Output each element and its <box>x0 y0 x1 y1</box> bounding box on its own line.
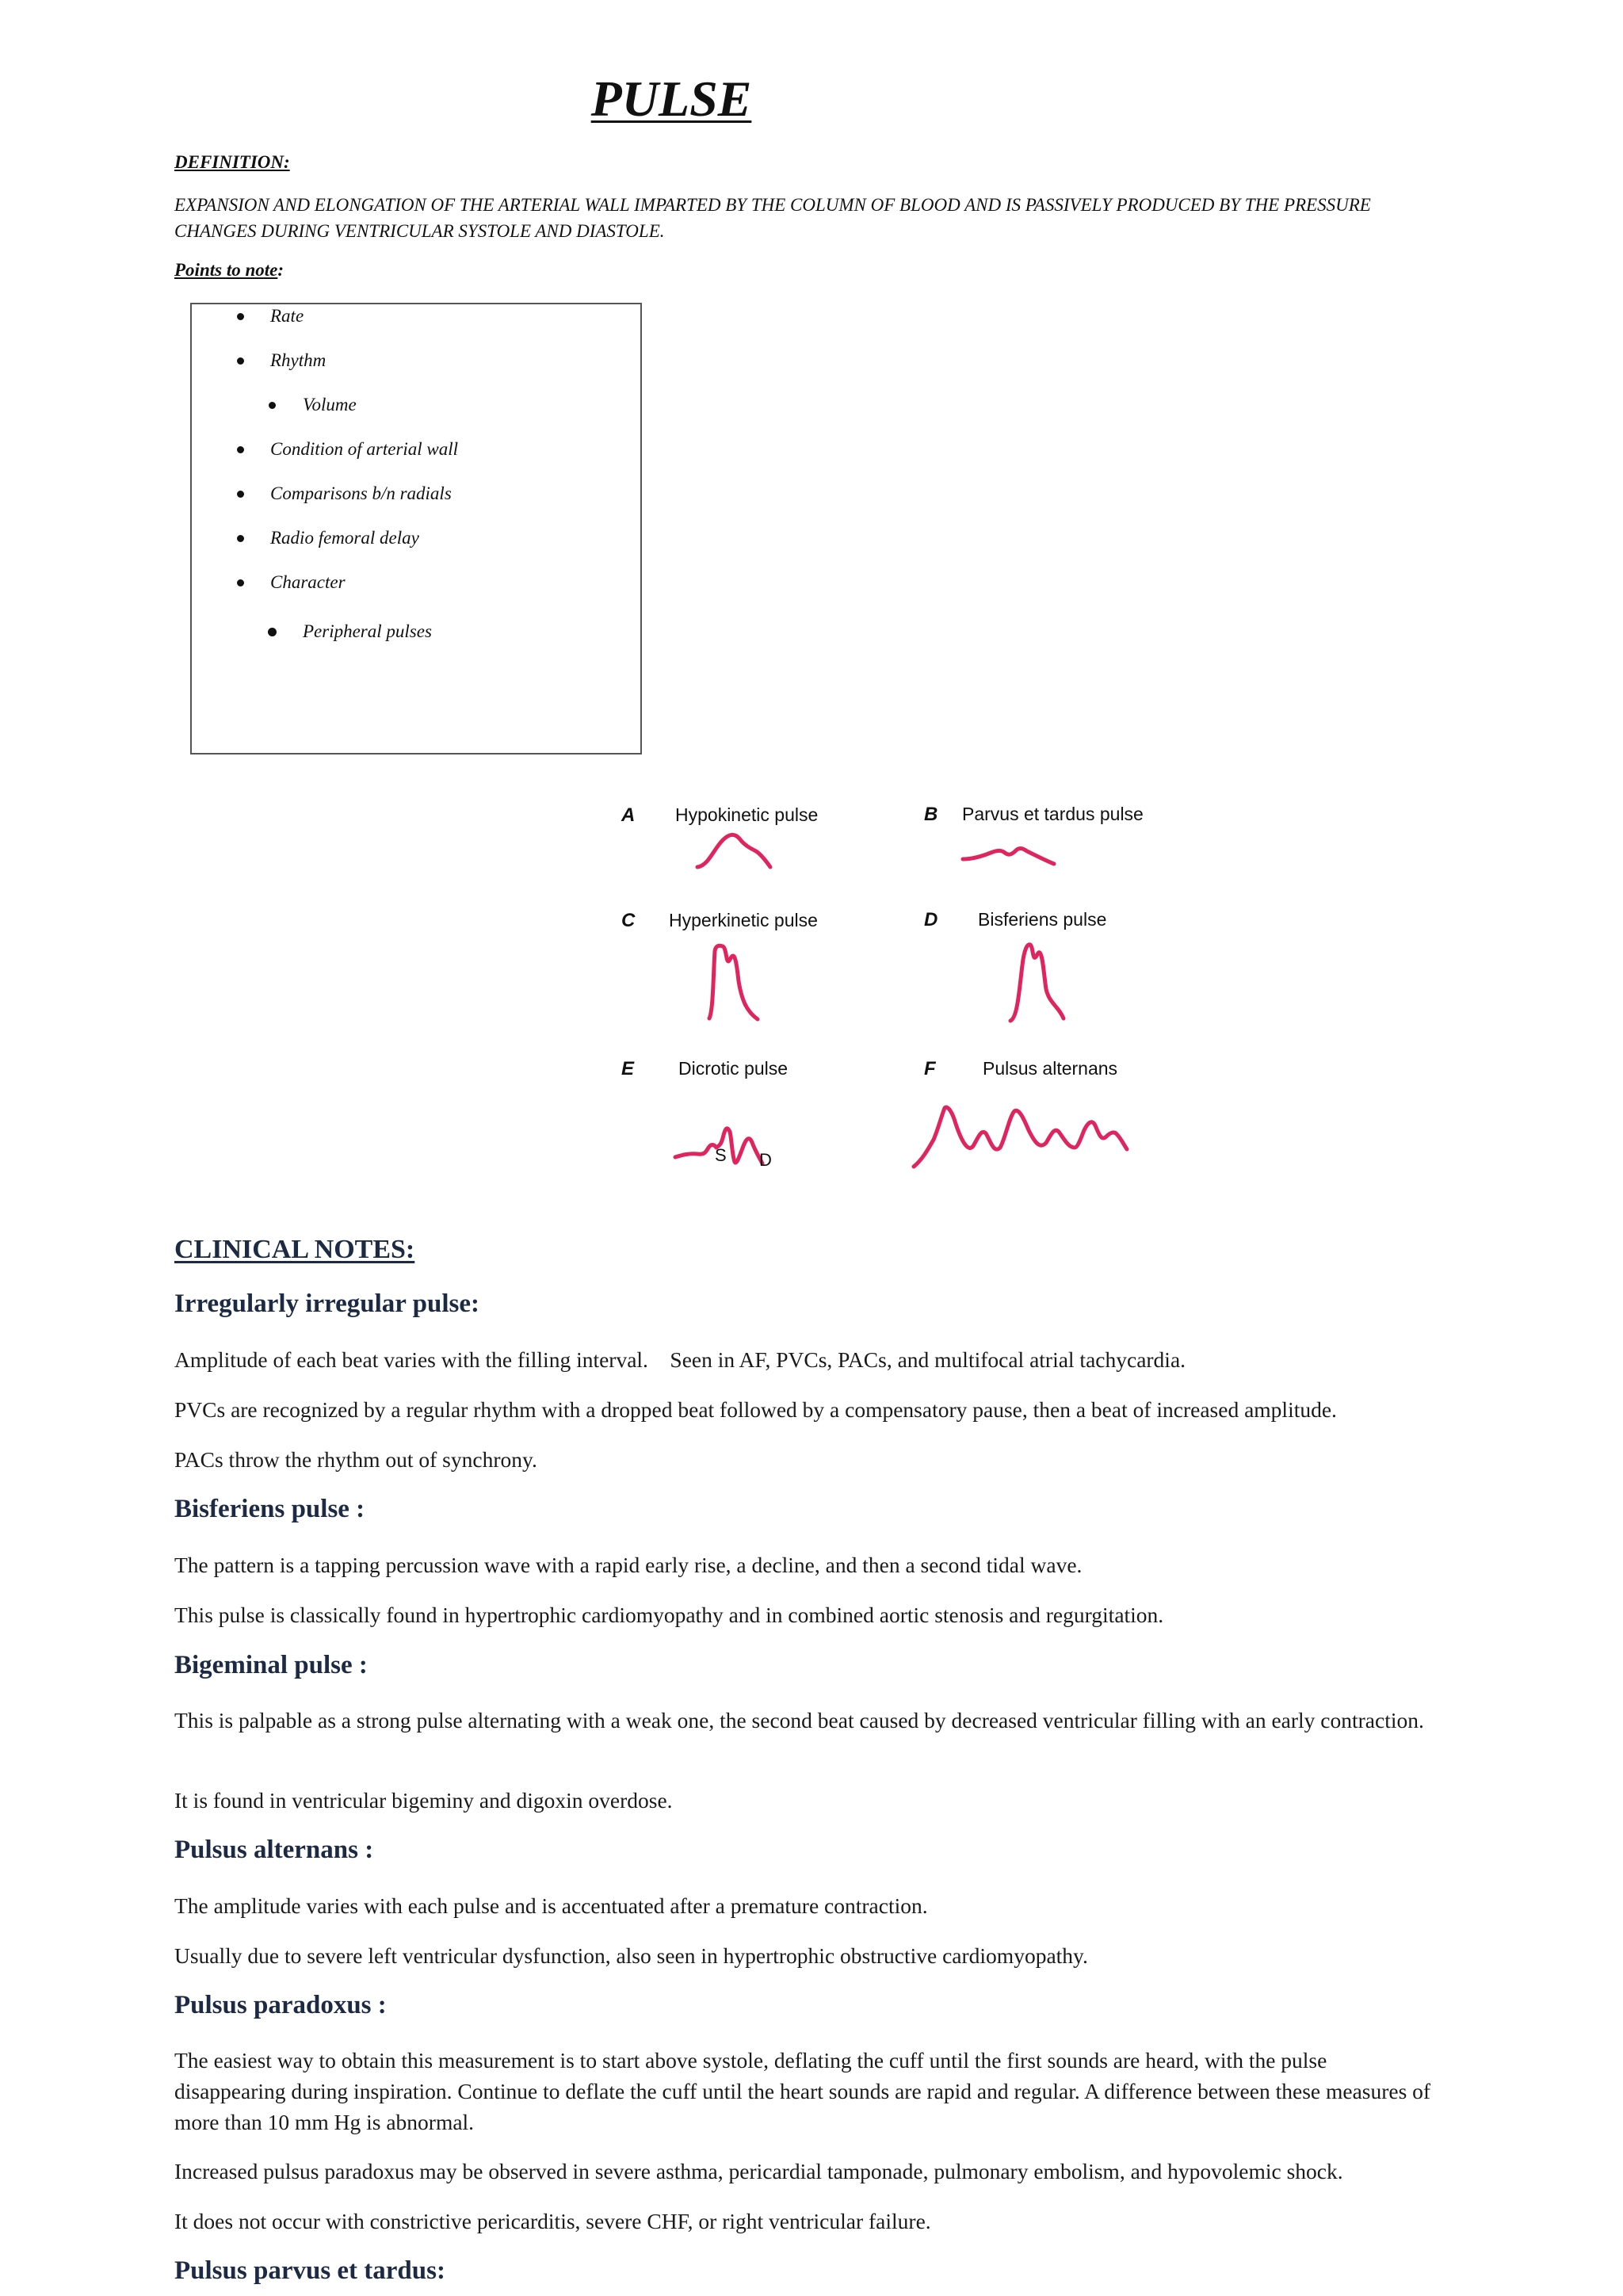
pulsus-alternans-waveform <box>914 1107 1127 1167</box>
section-paragraph: This is palpable as a strong pulse alternating with a weak one, the second beat caused by decreased ventricular filling with an early contraction. <box>174 1708 1424 1733</box>
point-item: Character <box>270 572 346 592</box>
section-paragraph: It does not occur with constrictive pericarditis, severe CHF, or right ventricular failure. <box>174 2209 931 2233</box>
bullet-icon <box>237 579 244 586</box>
page-title: PULSE <box>590 71 752 127</box>
panel-letter-f: F <box>924 1058 936 1079</box>
point-item: Rhythm <box>270 350 327 370</box>
panel-label-f: Pulsus alternans <box>983 1058 1118 1079</box>
section-title-pulsus-parvus: Pulsus parvus et tardus: <box>174 2256 445 2285</box>
section-paragraph: Amplitude of each beat varies with the filling interval. Seen in AF, PVCs, PACs, and multifocal atrial tachycardia. <box>174 1347 1186 1372</box>
point-item: Peripheral pulses <box>303 621 432 641</box>
dicrotic-diastolic-mark: D <box>759 1150 772 1170</box>
section-paragraph: PVCs are recognized by a regular rhythm with a dropped beat followed by a compensatory pause, then a beat of increased amplitude. <box>174 1397 1337 1422</box>
point-item: Volume <box>303 395 357 415</box>
point-item: Radio femoral delay <box>270 528 419 548</box>
definition-heading: DEFINITION: <box>174 152 290 172</box>
bullet-icon <box>237 491 244 498</box>
panel-label-b: Parvus et tardus pulse <box>962 804 1144 824</box>
hypokinetic-waveform <box>697 835 770 867</box>
panel-letter-a: A <box>621 804 636 826</box>
section-paragraph: Increased pulsus paradoxus may be observed in severe asthma, pericardial tamponade, pulmonary embolism, and hypovolemic shock. <box>174 2159 1343 2183</box>
bisferiens-waveform <box>1010 945 1064 1021</box>
bullet-icon <box>237 535 244 542</box>
section-title-bisferiens: Bisferiens pulse : <box>174 1495 365 1523</box>
section-paragraph: The pattern is a tapping percussion wave with a rapid early rise, a decline, and then a second tidal wave. <box>174 1553 1083 1577</box>
points-heading-colon: : <box>277 260 285 280</box>
pulse-waveforms-figure <box>610 793 1228 1173</box>
bullet-icon <box>269 402 276 409</box>
bullet-icon <box>237 357 244 365</box>
section-title-pulsus-alternans: Pulsus alternans : <box>174 1836 374 1864</box>
section-paragraph: Usually due to severe left ventricular dysfunction, also seen in hypertrophic obstructive cardiomyopathy. <box>174 1943 1088 1968</box>
point-item: Rate <box>270 306 304 326</box>
point-item: Comparisons b/n radials <box>270 483 452 503</box>
panel-letter-c: C <box>621 910 636 931</box>
section-title-irregular: Irregularly irregular pulse: <box>174 1289 479 1318</box>
panel-label-d: Bisferiens pulse <box>978 909 1107 930</box>
section-paragraph: The easiest way to obtain this measurement is to start above systole, deflating the cuff until the first sounds are heard, with the pulse disappearing during inspiration. Continue to deflate the cuff until the heart sounds are rapid and regular. A difference between these measures of more than 10 mm Hg is abnormal. <box>174 2048 1431 2134</box>
panel-label-c: Hyperkinetic pulse <box>669 910 818 930</box>
panel-label-a: Hypokinetic pulse <box>675 804 819 825</box>
section-paragraph: PACs throw the rhythm out of synchrony. <box>174 1447 537 1472</box>
points-heading-label: Points to note <box>174 260 278 280</box>
dicrotic-systolic-mark: S <box>715 1145 727 1165</box>
section-paragraph: This pulse is classically found in hypertrophic cardiomyopathy and in combined aortic stenosis and regurgitation. <box>174 1603 1164 1627</box>
bullet-icon <box>237 313 244 320</box>
panel-letter-d: D <box>924 909 938 930</box>
bullet-icon <box>268 628 277 636</box>
section-paragraph: It is found in ventricular bigeminy and digoxin overdose. <box>174 1788 673 1813</box>
definition-text: EXPANSION AND ELONGATION OF THE ARTERIAL WALL IMPARTED BY THE COLUMN OF BLOOD AND IS PASSIVELY PRODUCED BY THE PRESSURE CHANGES DURING VENTRICULAR SYSTOLE AND DIASTOLE. <box>174 195 1371 241</box>
panel-letter-b: B <box>924 804 938 825</box>
panel-label-e: Dicrotic pulse <box>678 1058 789 1079</box>
parvus-tardus-waveform <box>963 848 1054 864</box>
hyperkinetic-waveform <box>709 946 758 1019</box>
clinical-notes-heading: CLINICAL NOTES: <box>174 1235 415 1264</box>
panel-letter-e: E <box>621 1058 635 1079</box>
section-title-bigeminal: Bigeminal pulse : <box>174 1651 368 1679</box>
point-item: Condition of arterial wall <box>270 439 459 459</box>
bullet-icon <box>237 446 244 453</box>
section-title-pulsus-paradoxus: Pulsus paradoxus : <box>174 1991 387 2019</box>
pulse-waveforms <box>610 793 1228 1173</box>
section-paragraph: The amplitude varies with each pulse and is accentuated after a premature contraction. <box>174 1893 928 1918</box>
points-heading <box>174 260 284 281</box>
